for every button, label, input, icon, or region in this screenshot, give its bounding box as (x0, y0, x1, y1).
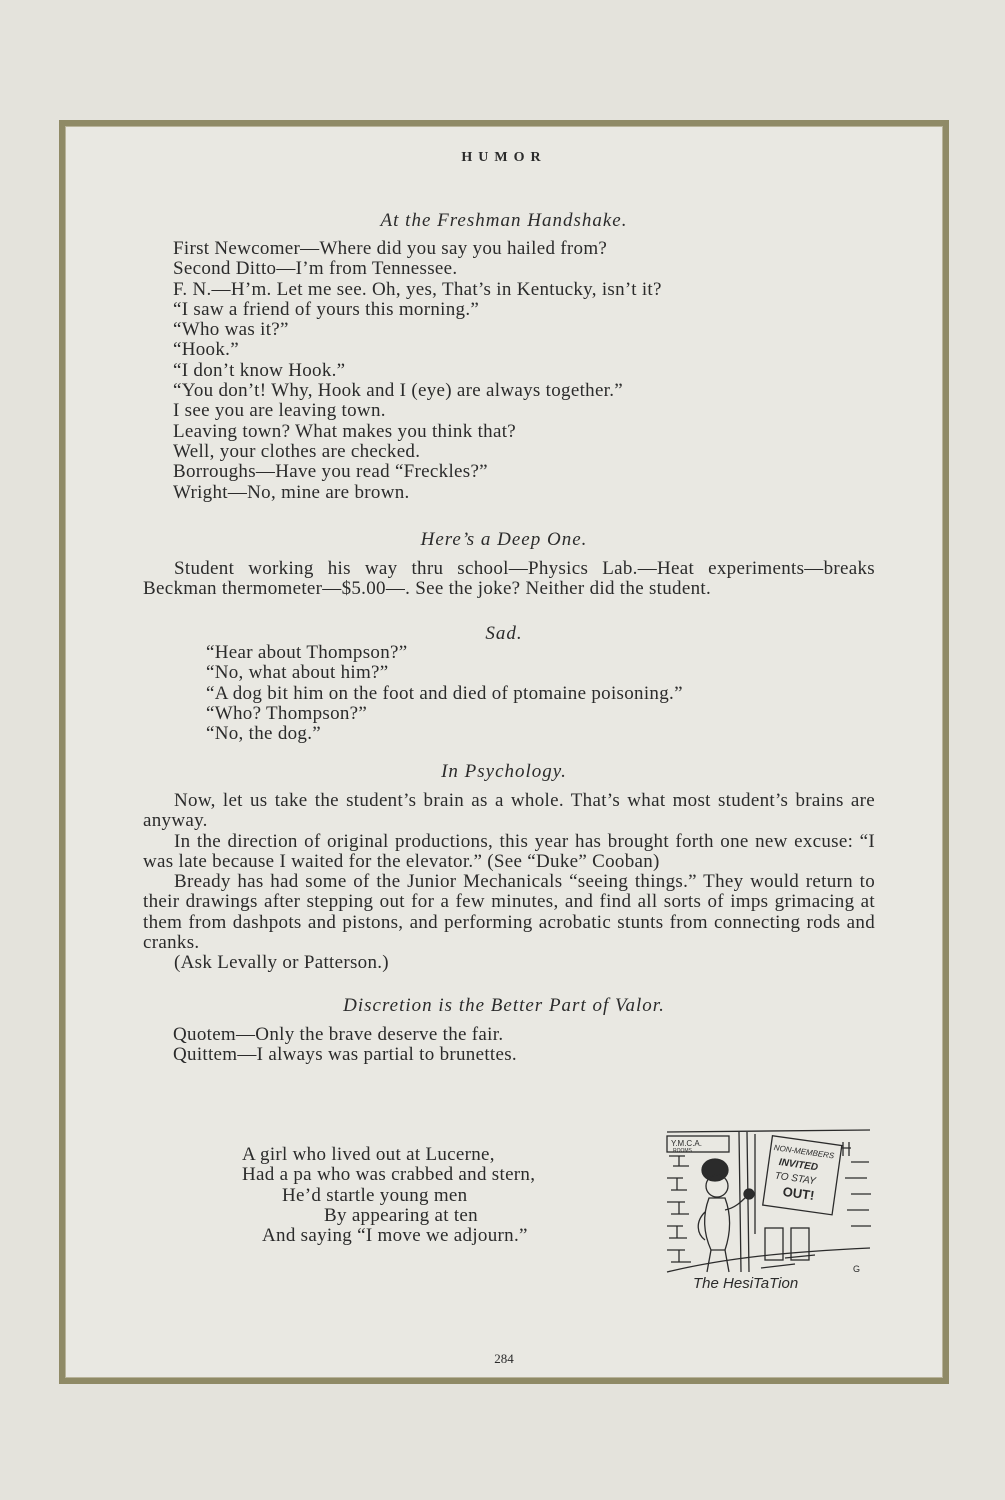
window-icon (841, 1142, 851, 1156)
dialogue-line: I see you are leaving town. (173, 400, 386, 422)
dialogue-line: “I saw a friend of yours this morning.” (173, 298, 480, 320)
paragraph: (Ask Levally or Patterson.) (174, 952, 389, 974)
right-wall-lines (845, 1162, 871, 1226)
paragraph: In the direction of original productions, this year has brought forth one new excuse: “I was late because I waited for the elevator.” (See “Duke” Cooban) (143, 830, 875, 872)
dialogue-line: Well, your clothes are checked. (173, 440, 421, 462)
dialogue-line: “You don’t! Why, Hook and I (eye) are always together.” (173, 380, 624, 402)
poem-line: And saying “I move we adjourn.” (262, 1225, 528, 1247)
handshake-title: At the Freshman Handshake. (380, 210, 628, 231)
dialogue-line: “A dog bit him on the foot and died of ptomaine poisoning.” (206, 682, 683, 704)
page-header: HUMOR (461, 150, 547, 165)
psychology-title: In Psychology. (441, 761, 567, 782)
cartoon-roofline (667, 1130, 870, 1132)
limerick (242, 1145, 535, 1246)
poster-line: INVITED (778, 1156, 819, 1174)
dialogue-line: Leaving town? What makes you think that? (173, 420, 517, 442)
poem-line: A girl who lived out at Lucerne, (242, 1144, 495, 1165)
rooms-sign-text: ROOMS (673, 1148, 692, 1154)
dialogue-line: “Who was it?” (173, 319, 289, 341)
door-panel-icon (791, 1228, 809, 1260)
deep-one-paragraph (143, 559, 875, 600)
page-frame (59, 120, 949, 1384)
dialogue-line: “I don’t know Hook.” (173, 359, 346, 381)
dialogue-line: “No, what about him?” (206, 662, 389, 684)
student-body-icon (705, 1198, 730, 1250)
brick-joints (677, 1156, 679, 1262)
handshake-lines (173, 239, 662, 503)
dialogue-line: Quittem—I always was partial to brunettes. (173, 1044, 517, 1066)
cartoon-caption: The HesiTaTion (693, 1275, 799, 1292)
sad-lines (206, 643, 683, 744)
dialogue-line: Quotem—Only the brave deserve the fair. (173, 1024, 504, 1045)
poster-line: OUT! (781, 1183, 816, 1204)
dialogue-line: “Hear about Thompson?” (206, 642, 408, 663)
student-hand-icon (744, 1189, 754, 1199)
paragraph: Now, let us take the student’s brain as a whole. That’s what most student’s brains are anyway. (143, 790, 875, 832)
ymca-sign-text: Y.M.C.A. (671, 1139, 702, 1148)
psychology-paragraphs (143, 791, 875, 974)
dialogue-line: “Hook.” (173, 339, 239, 361)
dialogue-line: Borroughs—Have you read “Freckles?” (173, 461, 488, 483)
poster-line: NON-MEMBERS (773, 1143, 835, 1161)
discretion-lines (173, 1025, 517, 1066)
page-number: 284 (494, 1351, 514, 1366)
dialogue-line: Second Ditto—I’m from Tennessee. (173, 258, 458, 280)
dialogue-line: “Who? Thompson?” (206, 702, 368, 724)
dialogue-line: “No, the dog.” (206, 723, 321, 745)
hesitation-cartoon (665, 1122, 875, 1292)
artist-monogram: G (853, 1264, 861, 1274)
deep-one-title: Here’s a Deep One. (420, 529, 588, 550)
discretion-title: Discretion is the Better Part of Valor. (343, 995, 665, 1016)
dialogue-line: F. N.—H’m. Let me see. Oh, yes, That’s in Kentucky, isn’t it? (173, 278, 662, 300)
sad-title: Sad. (485, 623, 523, 644)
paragraph: Student working his way thru school—Physics Lab.—Heat experiments—breaks Beckman thermometer—$5.00—. See the joke? Neither did the student. (143, 558, 875, 600)
poem-line: By appearing at ten (324, 1204, 478, 1226)
ground-shadow-lines (761, 1255, 815, 1268)
poem-line: He’d startle young men (282, 1184, 468, 1206)
paragraph: Bready has had some of the Junior Mechanicals “seeing things.” They would return to their drawings after stepping out for a few minutes, and find all sorts of imps grimacing at them from dashpots and pistons, and performing acrobatic stunts from connecting rods and cranks. (143, 871, 875, 954)
dialogue-line: First Newcomer—Where did you say you hailed from? (173, 238, 608, 259)
nonmember-poster (763, 1136, 842, 1215)
dialogue-line: Wright—No, mine are brown. (173, 481, 410, 503)
poem-line: Had a pa who was crabbed and stern, (242, 1164, 536, 1186)
poster-line: TO STAY (774, 1170, 817, 1188)
student-other-arm-icon (698, 1212, 705, 1240)
